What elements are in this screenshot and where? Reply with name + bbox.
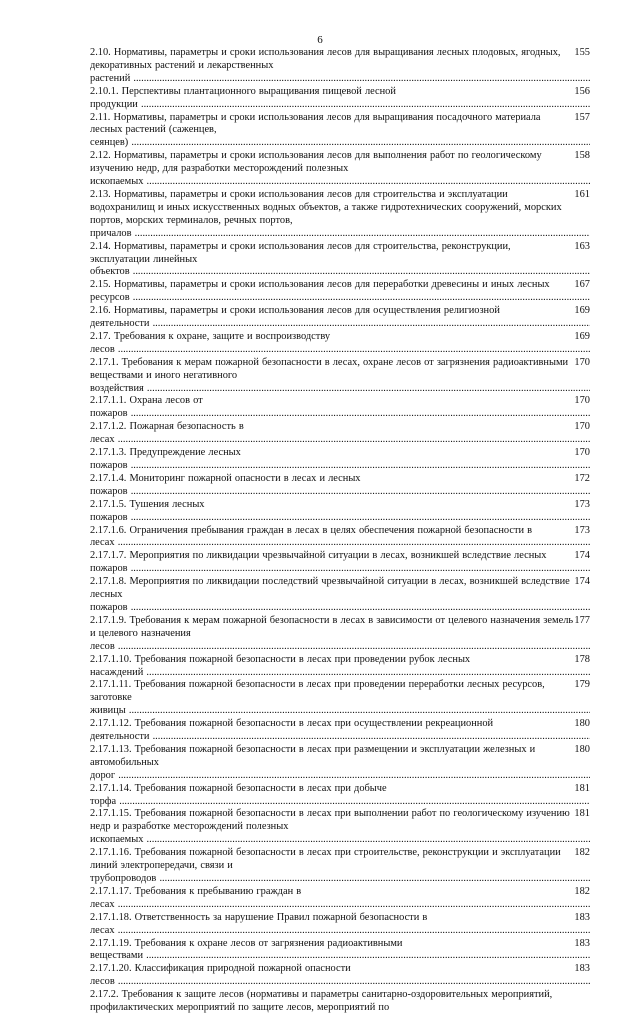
toc-entry-title: 2.11. Нормативы, параметры и сроки использования лесов для выращивания посадочного материала лесных растений (саженцев, сеянцев) .....	[90, 112, 590, 149]
toc-entry-title: 2.17.1.15. Требования пожарной безопасности в лесах при выполнении работ по геологическому изучению недр и разработке месторождений полезных ископаемых .....	[90, 808, 590, 845]
toc-page-number: 173	[574, 498, 590, 510]
toc-entry	[90, 499, 590, 525]
toc-entry	[90, 473, 590, 499]
toc-entry	[90, 989, 590, 1015]
toc-entry-title: 2.17.2. Требования к защите лесов (нормативы и параметры санитарно-оздоровительных мероприятий, профилактических мероприятий по защите лесов, мероприятий по	[90, 989, 553, 1014]
toc-page-number: 174	[574, 576, 590, 588]
toc-entry	[90, 550, 590, 576]
toc-entry	[90, 615, 590, 654]
toc-entry	[90, 305, 590, 331]
toc-page-number: 157	[574, 111, 590, 123]
page-number: 6	[317, 34, 323, 46]
toc-entry-title: 2.17.1.14. Требования пожарной безопасности в лесах при добыче торфа .....	[90, 783, 590, 807]
toc-entry-title: 2.17. Требования к охране, защите и воспроизводству лесов .....	[90, 331, 590, 355]
toc-entry	[90, 47, 590, 86]
toc-entry-title: 2.17.1. Требования к мерам пожарной безопасности в лесах, охране лесов от загрязнения радиоактивными веществами и иного негативного воздействия .....	[90, 357, 590, 394]
toc-page-number: 156	[574, 85, 590, 97]
toc-entry	[90, 744, 590, 783]
toc-entry	[90, 783, 590, 809]
toc-page-number: 182	[574, 847, 590, 859]
toc-entry-title: 2.17.1.10. Требования пожарной безопасности в лесах при проведении рубок лесных насаждений .....	[90, 654, 590, 678]
toc-entry-title: 2.17.1.9. Требования к мерам пожарной безопасности в лесах в зависимости от целевого назначения земель и целевого назначения лесов .....	[90, 615, 590, 652]
toc-page-number: 181	[574, 782, 590, 794]
toc-entry-title: 2.15. Нормативы, параметры и сроки использования лесов для переработки древесины и иных лесных ресурсов .....	[90, 279, 590, 303]
toc-page-number: 181	[574, 808, 590, 820]
toc-entry	[90, 718, 590, 744]
toc-page-number: 182	[574, 885, 590, 897]
toc-entry-title: 2.14. Нормативы, параметры и сроки использования лесов для строительства, реконструкции, эксплуатации линейных объектов .....	[90, 241, 590, 278]
toc-entry	[90, 447, 590, 473]
toc-entry-title: 2.17.1.2. Пожарная безопасность в лесах .....	[90, 421, 590, 445]
toc-entry-title: 2.17.1.20. Классификация природной пожарной опасности лесов .....	[90, 963, 590, 987]
toc-entry	[90, 395, 590, 421]
toc-page-number: 183	[574, 963, 590, 975]
toc-entry-title: 2.17.1.5. Тушения лесных пожаров .....	[90, 499, 590, 523]
toc-page-number: 183	[574, 937, 590, 949]
toc-page-number: 170	[574, 356, 590, 368]
toc-page-number: 178	[574, 653, 590, 665]
toc-entry-title: 2.10.1. Перспективы плантационного выращивания пищевой лесной продукции .....	[90, 86, 590, 110]
toc-page-number: 169	[574, 305, 590, 317]
toc-entry-title: 2.17.1.13. Требования пожарной безопасности в лесах при размещении и эксплуатации железных и автомобильных дорог .....	[90, 744, 590, 781]
toc-entry-title: 2.17.1.17. Требования к пребыванию граждан в лесах .....	[90, 886, 590, 910]
toc-entry-title: 2.17.1.12. Требования пожарной безопасности в лесах при осуществлении рекреационной деятельности .....	[90, 718, 590, 742]
toc-entry-title: 2.17.1.11. Требования пожарной безопасности в лесах при проведении переработки лесных ресурсов, заготовке живицы .....	[90, 679, 590, 716]
toc-page-number: 163	[574, 240, 590, 252]
toc-entry	[90, 331, 590, 357]
toc-entry	[90, 679, 590, 718]
toc-page-number: 167	[574, 279, 590, 291]
toc-page-number: 169	[574, 330, 590, 342]
toc-entry	[90, 963, 590, 989]
toc-page-number: 161	[574, 188, 590, 200]
toc-page-number: 177	[574, 614, 590, 626]
toc-entry	[90, 886, 590, 912]
toc-entry-title: 2.17.1.4. Мониторинг пожарной опасности в лесах и лесных пожаров .....	[90, 473, 590, 497]
toc-entry-title: 2.17.1.16. Требования пожарной безопасности в лесах при строительстве, реконструкции и эксплуатации линий электропередачи, связи и трубопроводов .....	[90, 847, 590, 884]
toc-entry-title: 2.16. Нормативы, параметры и сроки использования лесов для осуществления религиозной деятельности .....	[90, 305, 590, 329]
toc-entry	[90, 847, 590, 886]
toc-entry	[90, 357, 590, 396]
toc-page-number: 183	[574, 911, 590, 923]
toc-entry-title: 2.17.1.19. Требования к охране лесов от загрязнения радиоактивными веществами .....	[90, 938, 590, 962]
toc-entry	[90, 279, 590, 305]
toc-entry-title: 2.10. Нормативы, параметры и сроки использования лесов для выращивания лесных плодовых, ягодных, декоративных растений и лекарственных растений .....	[90, 47, 590, 84]
toc-page-number: 155	[574, 47, 590, 58]
toc-entry-title: 2.17.1.18. Ответственность за нарушение Правил пожарной безопасности в лесах .....	[90, 912, 590, 936]
toc-entry	[90, 241, 590, 280]
toc-entry	[90, 912, 590, 938]
toc-entry-title: 2.17.1.1. Охрана лесов от пожаров .....	[90, 395, 590, 419]
toc-page-number: 180	[574, 718, 590, 730]
toc-entry	[90, 112, 590, 151]
toc-entry	[90, 576, 590, 615]
toc-page-number: 173	[574, 524, 590, 536]
toc-entry	[90, 150, 590, 189]
toc-entry	[90, 654, 590, 680]
toc-page-number: 172	[574, 472, 590, 484]
toc-entry	[90, 938, 590, 964]
toc-page-number: 170	[574, 447, 590, 459]
table-of-contents	[90, 47, 590, 1015]
toc-page-number: 158	[574, 150, 590, 162]
toc-entry	[90, 421, 590, 447]
toc-page-number: 170	[574, 421, 590, 433]
toc-page-number: 170	[574, 395, 590, 407]
toc-entry	[90, 189, 590, 241]
toc-entry-title: 2.12. Нормативы, параметры и сроки использования лесов для выполнения работ по геологическому изучению недр, для разработки месторождений полезных ископаемых .....	[90, 150, 590, 187]
toc-page-number: 179	[574, 679, 590, 691]
toc-entry-title: 2.17.1.6. Ограничения пребывания граждан в лесах в целях обеспечения пожарной безопасности в лесах .....	[90, 525, 590, 549]
toc-entry-title: 2.13. Нормативы, параметры и сроки использования лесов для строительства и эксплуатации водохранилищ и иных искусственных водных объектов, а также гидротехнических сооружений, морских портов, морских терминалов, речных портов, причалов .....	[90, 189, 590, 239]
toc-entry-title: 2.17.1.7. Мероприятия по ликвидации чрезвычайной ситуации в лесах, возникшей вследствие лесных пожаров .....	[90, 550, 590, 574]
toc-entry	[90, 86, 590, 112]
toc-entry	[90, 525, 590, 551]
toc-page-number: 180	[574, 743, 590, 755]
toc-entry-title: 2.17.1.3. Предупреждение лесных пожаров .....	[90, 447, 590, 471]
toc-entry	[90, 808, 590, 847]
toc-page-number: 174	[574, 550, 590, 562]
toc-entry-title: 2.17.1.8. Мероприятия по ликвидации последствий чрезвычайной ситуации в лесах, возникшей вследствие лесных пожаров .....	[90, 576, 590, 613]
